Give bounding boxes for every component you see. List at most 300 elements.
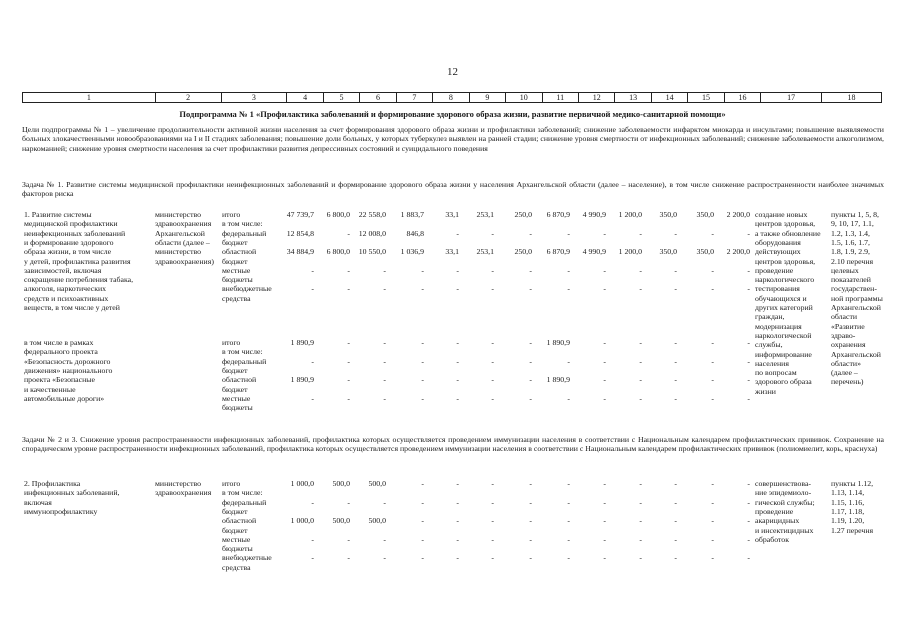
executor: Архангельской [155, 228, 205, 238]
funding-value: - [711, 375, 714, 385]
funding-value: - [711, 284, 714, 294]
funding-value: 250,0 [514, 210, 532, 219]
indicators: Архангельской [831, 303, 881, 312]
funding-value: 1 000,0 [290, 516, 314, 526]
funding-value: - [603, 393, 606, 403]
funding-value: 22 558,0 [358, 210, 386, 219]
funding-value: - [674, 228, 677, 238]
funding-value: - [347, 228, 350, 238]
funding-value: 350,0 [659, 210, 677, 219]
funding-source: областной [222, 375, 257, 385]
funding-value: - [456, 553, 459, 563]
funding-value: - [567, 553, 570, 563]
funding-value: - [456, 356, 459, 366]
expected-result: службы, [755, 340, 783, 350]
funding-value: - [421, 356, 424, 366]
funding-value: 350,0 [696, 210, 714, 219]
expected-result: оборудования [755, 237, 801, 247]
funding-value: - [491, 497, 494, 507]
funding-value: - [421, 497, 424, 507]
funding-value: - [347, 553, 350, 563]
funding-value: 2 200,0 [726, 210, 750, 219]
funding-source: бюджеты [222, 275, 253, 285]
funding-value: - [567, 284, 570, 294]
funding-value: 350,0 [659, 247, 677, 257]
funding-value: - [383, 338, 386, 347]
funding-value: - [347, 265, 350, 275]
funding-value: - [567, 265, 570, 275]
funding-source: в том числе: [222, 347, 263, 357]
funding-value: - [347, 284, 350, 294]
funding-value: - [311, 497, 314, 507]
column-number-1: 1 [23, 93, 156, 103]
expected-result: наркологического [755, 275, 815, 285]
column-number-2: 2 [155, 93, 221, 103]
expected-result: тестирования [755, 284, 800, 294]
activity-name: включая [24, 497, 52, 507]
funding-value: - [711, 338, 714, 347]
funding-value: - [311, 284, 314, 294]
funding-value: - [383, 553, 386, 563]
funding-value: - [491, 479, 494, 488]
funding-value: - [491, 553, 494, 563]
funding-value: 6 870,9 [546, 210, 570, 219]
funding-value: - [491, 516, 494, 526]
funding-source: итого [222, 210, 241, 219]
funding-value: - [747, 534, 750, 544]
funding-value: - [674, 479, 677, 488]
funding-value: - [567, 479, 570, 488]
funding-value: 4 990,9 [582, 247, 606, 257]
expected-result: центров здоровья, [755, 256, 816, 266]
funding-source: областной [222, 516, 257, 526]
funding-value: - [639, 516, 642, 526]
funding-source: федеральный [222, 497, 267, 507]
indicators: охранения [831, 340, 866, 350]
funding-value: - [421, 516, 424, 526]
funding-value: - [383, 393, 386, 403]
funding-source: внебюджетные [222, 553, 272, 563]
executor: здравоохранения [155, 488, 212, 498]
funding-value: 250,0 [514, 247, 532, 257]
funding-value: - [747, 284, 750, 294]
funding-value: - [529, 534, 532, 544]
indicators: области [831, 312, 858, 322]
funding-source: местные [222, 534, 251, 544]
funding-value: - [421, 284, 424, 294]
funding-value: 1 890,9 [290, 375, 314, 385]
funding-value: - [491, 393, 494, 403]
funding-value: 500,0 [332, 479, 350, 488]
funding-value: - [711, 479, 714, 488]
funding-value: - [421, 338, 424, 347]
funding-source: бюджет [222, 237, 248, 247]
funding-value: 1 200,0 [618, 247, 642, 257]
funding-value: - [421, 534, 424, 544]
column-number-9: 9 [469, 93, 505, 103]
indicators: 1.15, 1.16, [831, 497, 865, 507]
column-number-18: 18 [822, 93, 882, 103]
expected-result: центров здоровья, [755, 219, 816, 229]
funding-value: - [603, 338, 606, 347]
funding-value: - [603, 516, 606, 526]
activity-name: и качественные [24, 384, 76, 394]
column-number-6: 6 [360, 93, 396, 103]
funding-value: - [711, 497, 714, 507]
expected-result: а также обновление [755, 228, 821, 238]
expected-result: проведение [755, 506, 794, 516]
funding-value: - [603, 284, 606, 294]
expected-result: совершенствова- [755, 479, 812, 488]
indicators: 1.17, 1.18, [831, 506, 865, 516]
expected-result: модернизация [755, 321, 802, 331]
funding-value: - [421, 265, 424, 275]
funding-value: - [421, 553, 424, 563]
funding-value: - [456, 375, 459, 385]
column-number-11: 11 [542, 93, 578, 103]
funding-value: - [674, 265, 677, 275]
funding-value: - [456, 516, 459, 526]
funding-source: бюджет [222, 525, 248, 535]
funding-value: - [529, 356, 532, 366]
funding-value: - [383, 356, 386, 366]
funding-source: местные [222, 265, 251, 275]
funding-value: - [311, 265, 314, 275]
indicators: «Развитие [831, 321, 865, 331]
funding-value: - [639, 393, 642, 403]
activity-name: средств и психоактивных [24, 293, 109, 303]
indicators: (далее – [831, 368, 858, 378]
funding-value: - [603, 375, 606, 385]
funding-value: 6 800,0 [326, 210, 350, 219]
column-number-15: 15 [688, 93, 724, 103]
funding-value: - [711, 393, 714, 403]
funding-value: 500,0 [368, 479, 386, 488]
funding-value: - [529, 284, 532, 294]
task-2-3-heading: Задачи № 2 и 3. Снижение уровня распространенности инфекционных заболеваний, профилактика которых осуществляется проведением иммунизации населения в соответствии с Национальным календарем профилактических прививок. Сохранение на спорадическом уровне распространенности инфекционных заболеваний, профилактика которых осуществляется проведением иммунизации населения в соответствии с Национальным календарем профилактических прививок (полиомиелит, корь, краснуха) [22, 435, 884, 454]
funding-value: - [529, 516, 532, 526]
executor: министерство [155, 247, 202, 257]
funding-value: - [529, 497, 532, 507]
funding-value: - [383, 534, 386, 544]
funding-value: - [711, 516, 714, 526]
funding-value: - [639, 497, 642, 507]
funding-value: 33,1 [445, 210, 459, 219]
funding-value: - [347, 534, 350, 544]
funding-value: - [456, 228, 459, 238]
column-number-10: 10 [506, 93, 542, 103]
funding-value: - [674, 553, 677, 563]
funding-source: местные [222, 393, 251, 403]
activity-name: зависимостей, включая [24, 265, 102, 275]
funding-value: - [639, 479, 642, 488]
funding-source: бюджет [222, 384, 248, 394]
funding-value: - [529, 375, 532, 385]
funding-value: - [529, 338, 532, 347]
expected-result: населения [755, 358, 789, 368]
expected-result: граждан, [755, 312, 785, 322]
activity-name: «Безопасность дорожного [24, 356, 111, 366]
funding-value: - [383, 375, 386, 385]
indicators: 9, 10, 17, 1.1, [831, 219, 874, 229]
funding-value: - [456, 534, 459, 544]
executor: области (далее – [155, 237, 210, 247]
funding-value: - [747, 228, 750, 238]
funding-value: 1 890,9 [546, 375, 570, 385]
funding-value: - [747, 553, 750, 563]
funding-source: итого [222, 479, 241, 488]
column-number-3: 3 [221, 93, 287, 103]
column-number-13: 13 [615, 93, 651, 103]
indicators: 1.13, 1.14, [831, 488, 865, 498]
funding-value: - [674, 393, 677, 403]
funding-value: 6 800,0 [326, 247, 350, 257]
indicators: 1.27 перечня [831, 525, 874, 535]
funding-value: - [639, 338, 642, 347]
expected-result: проведение [755, 265, 794, 275]
activity-name: иммунопрофилактику [24, 506, 98, 516]
funding-value: - [311, 356, 314, 366]
expected-result: информирование [755, 349, 812, 359]
activity-name: движения» национального [24, 365, 113, 375]
funding-value: - [674, 516, 677, 526]
funding-value: - [491, 534, 494, 544]
funding-value: - [456, 479, 459, 488]
funding-value: - [603, 265, 606, 275]
funding-value: - [347, 356, 350, 366]
funding-value: - [491, 356, 494, 366]
funding-value: - [421, 479, 424, 488]
indicators: ной программы [831, 293, 883, 303]
activity-name: веществ, в том числе у детей [24, 303, 120, 312]
column-number-header [22, 92, 882, 103]
indicators: области» [831, 358, 861, 368]
funding-source: федеральный [222, 228, 267, 238]
funding-value: - [711, 265, 714, 275]
funding-source: бюджет [222, 365, 248, 375]
funding-source: федеральный [222, 356, 267, 366]
funding-value: - [383, 284, 386, 294]
funding-value: - [491, 284, 494, 294]
activity-name: в том числе в рамках [24, 338, 94, 347]
expected-result: по вопросам [755, 368, 797, 378]
funding-value: 500,0 [332, 516, 350, 526]
funding-value: - [347, 375, 350, 385]
column-number-8: 8 [433, 93, 469, 103]
expected-result: создание новых [755, 210, 808, 219]
funding-value: - [603, 534, 606, 544]
funding-value: - [639, 553, 642, 563]
funding-value: - [747, 393, 750, 403]
activity-name: медицинской профилактики [24, 219, 118, 229]
funding-value: - [603, 356, 606, 366]
funding-value: - [456, 393, 459, 403]
funding-value: - [639, 375, 642, 385]
executor: здравоохранения) [155, 256, 214, 266]
funding-source: внебюджетные [222, 284, 272, 294]
funding-value: 12 008,0 [358, 228, 386, 238]
funding-value: 33,1 [445, 247, 459, 257]
funding-value: - [491, 228, 494, 238]
funding-value: 10 550,0 [358, 247, 386, 257]
funding-value: - [491, 338, 494, 347]
funding-source: итого [222, 338, 241, 347]
indicators: 1.5, 1.6, 1.7, [831, 237, 870, 247]
funding-value: - [529, 228, 532, 238]
funding-value: 34 884,9 [286, 247, 314, 257]
funding-source: бюджет [222, 256, 248, 266]
funding-source: областной [222, 247, 257, 257]
funding-value: - [603, 497, 606, 507]
funding-value: - [674, 356, 677, 366]
funding-value: - [529, 479, 532, 488]
expected-result: других категорий [755, 303, 813, 312]
activity-name: сокращение потребления табака, [24, 275, 134, 285]
funding-value: - [456, 284, 459, 294]
funding-value: - [674, 284, 677, 294]
funding-value: - [567, 497, 570, 507]
subprogram-title: Подпрограмма № 1 «Профилактика заболеваний и формирование здорового образа жизни, развитие первичной медико-санитарной помощи» [179, 109, 726, 119]
funding-value: - [639, 534, 642, 544]
column-number-17: 17 [761, 93, 822, 103]
funding-value: - [639, 228, 642, 238]
expected-result: обучающихся и [755, 293, 807, 303]
funding-value: - [747, 516, 750, 526]
funding-value: 1 890,9 [546, 338, 570, 347]
indicators: показателей [831, 275, 871, 285]
funding-value: 4 990,9 [582, 210, 606, 219]
page-number: 12 [447, 66, 458, 78]
funding-value: 6 870,9 [546, 247, 570, 257]
column-number-5: 5 [323, 93, 359, 103]
funding-value: - [421, 375, 424, 385]
funding-value: 1 036,9 [400, 247, 424, 257]
funding-value: - [567, 516, 570, 526]
funding-value: - [711, 553, 714, 563]
column-number-14: 14 [651, 93, 687, 103]
funding-value: - [529, 265, 532, 275]
column-number-12: 12 [578, 93, 614, 103]
funding-value: - [456, 338, 459, 347]
funding-source: в том числе: [222, 488, 263, 498]
activity-name: 2. Профилактика [24, 479, 81, 488]
funding-value: - [674, 534, 677, 544]
indicators: перечень) [831, 377, 864, 387]
funding-value: - [347, 497, 350, 507]
funding-value: - [311, 534, 314, 544]
funding-value: - [639, 356, 642, 366]
funding-source: бюджеты [222, 403, 253, 413]
funding-source: в том числе: [222, 219, 263, 229]
funding-value: - [711, 356, 714, 366]
activity-name: у детей, профилактика развития [24, 256, 131, 266]
funding-value: - [567, 228, 570, 238]
expected-result: действующих [755, 247, 801, 257]
funding-value: - [747, 265, 750, 275]
expected-result: наркологической [755, 330, 812, 340]
indicators: 1.8, 1.9, 2.9, [831, 247, 870, 257]
funding-value: - [674, 375, 677, 385]
expected-result: ние эпидемиоло- [755, 488, 812, 498]
expected-result: и инсектицидных [755, 525, 814, 535]
funding-value: 1 000,0 [290, 479, 314, 488]
funding-value: 47 739,7 [286, 210, 314, 219]
funding-source: бюджеты [222, 544, 253, 554]
activity-name: автомобильные дороги» [24, 393, 105, 403]
indicators: целевых [831, 265, 859, 275]
activity-name: и формирование здорового [24, 237, 114, 247]
funding-value: - [456, 265, 459, 275]
funding-value: 253,1 [476, 247, 494, 257]
activity-name: проекта «Безопасные [24, 375, 95, 385]
executor: здравоохранения [155, 219, 212, 229]
funding-value: - [747, 338, 750, 347]
indicators: Архангельской [831, 349, 881, 359]
funding-value: 253,1 [476, 210, 494, 219]
task-1-heading: Задача № 1. Развитие системы медицинской профилактики неинфекционных заболеваний и формирование здорового образа жизни у населения Архангельской области (далее – население), в том числе снижение распространенности наиболее значимых факторов риска [22, 180, 884, 199]
funding-value: - [529, 393, 532, 403]
funding-value: - [347, 338, 350, 347]
funding-value: - [567, 534, 570, 544]
indicators: пункты 1, 5, 8, [831, 210, 879, 219]
subprogram-goals: Цели подпрограммы № 1 – увеличение продолжительности активной жизни населения за счет формирования здорового образа жизни и профилактики заболеваний; снижение заболеваемости инфарктом миокарда и инсультами; повышение выявляемости больных злокачественными новообразованиями на I и II стадиях заболевания; повышение доли больных, у которых туберкулез выявлен на ранней стадии; снижение уровня смертности от инфекционных заболеваний; снижение заболеваемости алкоголизмом, наркоманией; снижение уровня смертности населения за счет профилактики развития депрессивных состояний и суицидального поведения [22, 125, 884, 153]
indicators: 1.19, 1.20, [831, 516, 865, 526]
funding-value: 846,8 [406, 228, 424, 238]
funding-value: - [711, 534, 714, 544]
executor: министерство [155, 210, 202, 219]
indicators: пункты 1.12, [831, 479, 874, 488]
column-number-4: 4 [287, 93, 323, 103]
funding-value: - [421, 393, 424, 403]
funding-value: - [383, 265, 386, 275]
funding-value: - [747, 356, 750, 366]
expected-result: жизни [755, 386, 776, 396]
activity-name: образа жизни, в том числе [24, 247, 112, 257]
activity-name: неинфекционных заболеваний [24, 228, 126, 238]
funding-value: - [603, 479, 606, 488]
funding-value: - [674, 497, 677, 507]
funding-value: - [603, 228, 606, 238]
expected-result: гической службы; [755, 497, 815, 507]
funding-value: - [711, 228, 714, 238]
activity-name: инфекционных заболеваний, [24, 488, 120, 498]
funding-value: - [529, 553, 532, 563]
funding-value: 350,0 [696, 247, 714, 257]
column-number-16: 16 [724, 93, 760, 103]
funding-value: - [567, 393, 570, 403]
expected-result: акарицидных [755, 516, 800, 526]
funding-value: - [639, 284, 642, 294]
funding-value: - [639, 265, 642, 275]
funding-value: 12 854,8 [286, 228, 314, 238]
activity-name: федерального проекта [24, 347, 98, 357]
executor: министерство [155, 479, 202, 488]
funding-value: 2 200,0 [726, 247, 750, 257]
funding-value: - [347, 393, 350, 403]
funding-value: - [456, 497, 459, 507]
funding-value: - [603, 553, 606, 563]
indicators: 2.10 перечня [831, 256, 874, 266]
expected-result: здорового образа [755, 377, 812, 387]
indicators: 1.2, 1.3, 1.4, [831, 228, 870, 238]
funding-value: 1 890,9 [290, 338, 314, 347]
activity-name: алкоголя, наркотических [24, 284, 107, 294]
funding-value: - [747, 497, 750, 507]
funding-value: - [747, 375, 750, 385]
funding-value: - [491, 265, 494, 275]
funding-value: 1 200,0 [618, 210, 642, 219]
indicators: здраво- [831, 330, 856, 340]
